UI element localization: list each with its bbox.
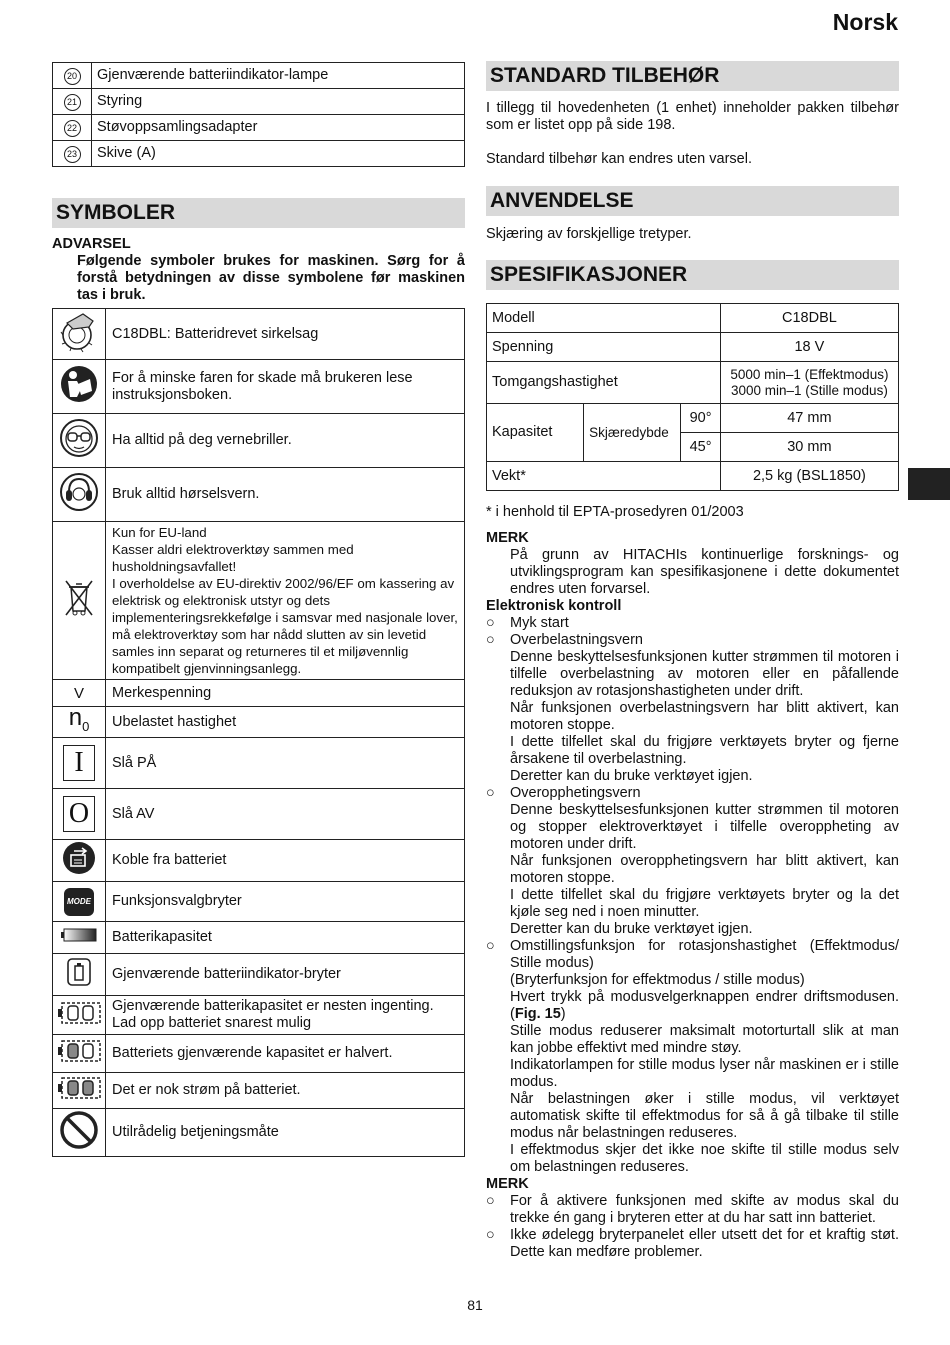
eu-line: I overholdelse av EU-direktiv 2002/96/EF om kassering av elektrisk og elektronisk utstyr og dets implementeringsrekkefølge i samsvar med nasjonale lover, må elektroverktøy som har nådd slutten av sin levetid samles inn separat og returneres til et miljøvennlig kompatibelt gjenvinningsanlegg. [112,576,458,676]
symbol-text: Gjenværende batteriindikator-bryter [106,954,465,996]
part-label: Støvoppsamlingsadapter [92,115,465,141]
switch-on-symbol: I [63,745,95,781]
speed-symbol-sub: 0 [82,718,90,734]
overload-title: Overbelastningsvern [510,632,643,648]
table-row [53,954,465,996]
spec-label: Kapasitet [487,404,584,462]
spec-value: 2,5 kg (BSL1850) [720,462,898,491]
part-label: Skive (A) [92,141,465,167]
spec-label: Tomgangshastighet [487,362,721,404]
list-item [486,785,899,802]
warning-text: Følgende symboler brukes for maskinen. Sørg for å forstå betydningen av disse symbolene før maskinen tas i bruk. [77,253,465,303]
press-text-end: ) [560,1006,566,1022]
part-number: 22 [64,120,81,137]
spec-value: C18DBL [720,304,898,333]
electronic-control-title: Elektronisk kontroll [486,598,622,614]
eu-line: Kun for EU-land [112,525,207,540]
symbol-text: Det er nok strøm på batteriet. [106,1073,465,1109]
bullet-icon: ○ [486,1193,495,1209]
symbol-text: Gjenværende batterikapasitet er nesten ingenting. Lad opp batteriet snarest mulig [106,996,465,1035]
part-number: 21 [64,94,81,111]
table-row [53,309,465,360]
note-title: MERK [486,530,529,546]
table-row [53,360,465,414]
overheat-text: Deretter kan du bruke verktøyet igjen. [510,921,753,937]
battery-indicator-switch-icon [66,975,92,991]
table-row [53,996,465,1035]
no-load-speed-symbol [53,704,106,738]
overheat-text: Når funksjonen overopphetingsvern har blitt aktivert, kan motoren stoppe. [510,853,899,886]
symbol-text: Ubelastet hastighet [106,707,465,738]
application-text: Skjæring av forskjellige tretyper. [486,226,692,242]
note-title: MERK [486,1176,529,1192]
spec-value: 18 V [720,333,898,362]
part-label: Gjenværende batteriindikator-lampe [92,63,465,89]
specifications-table [486,303,899,491]
table-row [53,789,465,840]
symbol-text: Merkespenning [106,680,465,707]
speed-switch-text: Indikatorlampen for stille modus lyser når maskinen er i stille modus. [510,1057,899,1090]
table-row [53,89,465,115]
spec-label: Modell [487,304,721,333]
table-row [53,468,465,522]
symbol-text: Batteriets gjenværende kapasitet er halvert. [106,1035,465,1073]
symbols-heading: SYMBOLER [52,198,465,228]
table-row [53,63,465,89]
table-row [53,141,465,167]
switch-off-symbol: O [63,796,95,832]
symbol-text: For å minske faren for skade må brukeren lese instruksjonsboken. [106,360,465,414]
speed-switch-text: Når belastningen øker i stille modus, vil verktøyet automatisk skifte til effektmodus for så å gå tilbake til stille modus når belastningen reduseres. [510,1091,899,1141]
bullet-icon: ○ [486,785,495,801]
table-row [53,680,465,707]
table-row [53,1109,465,1157]
speed-switch-title: Omstillingsfunksjon for rotasjonshastighet (Effektmodus/ Stille modus) [510,938,899,971]
bullet-icon: ○ [486,632,495,648]
part-number: 20 [64,68,81,85]
figure-reference: Fig. 15 [514,1006,561,1022]
overload-text: Deretter kan du bruke verktøyet igjen. [510,768,753,784]
overload-text: Denne beskyttelsesfunksjonen kutter strømmen til motoren i tilfelle overbelastning av motoren eller en påfallende reduksjon av rotasjonshastigheten under drift. [510,649,899,699]
ear-protection-icon [59,500,99,516]
overload-text: Når funksjonen overbelastningsvern har blitt aktivert, kan motoren stoppe. [510,700,899,733]
overheat-text: I dette tilfellet skal du frigjøre verktøyets bryter og la det kjøle seg ned i noen minutter. [510,887,899,920]
disconnect-battery-icon [62,863,96,879]
list-item [486,938,899,972]
page-number: 81 [467,1297,483,1313]
symbol-text: C18DBL: Batteridrevet sirkelsag [106,309,465,360]
spec-value: 47 mm [720,404,898,433]
speed-symbol-n: n [68,704,83,732]
spec-footnote: * i henhold til EPTA-prosedyren 01/2003 [486,504,744,520]
overheat-text: Denne beskyttelsesfunksjonen kutter strømmen til motoren og stopper elektroverktøyet i tilfelle overoppheting av motoren under drift. [510,802,899,852]
speed-switch-text: I effektmodus skjer det ikke noe skifte til stille modus selv om belastningen reduseres. [510,1142,899,1175]
table-row [487,362,899,404]
spec-label: Spenning [487,333,721,362]
table-row [53,922,465,954]
notes-and-controls [486,530,899,1261]
table-row [53,840,465,882]
battery-capacity-icon [60,931,98,947]
part-label: Styring [92,89,465,115]
symbol-text: Slå PÅ [106,738,465,789]
read-manual-icon [59,392,99,408]
eu-line: Kasser aldri elektroverktøy sammen med husholdningsavfallet! [112,542,354,574]
overheat-title: Overopphetingsvern [510,785,641,801]
battery-empty-icon [56,1013,102,1029]
table-row [53,882,465,922]
symbols-table [52,308,465,1157]
spec-label: Vekt* [487,462,721,491]
standard-accessories-text: I tillegg til hovedenheten (1 enhet) inneholder pakken tilbehør som er listet opp på side 198. [486,100,899,133]
symbol-text: Ha alltid på deg vernebriller. [106,414,465,468]
spec-value: 30 mm [720,433,898,462]
bullet-icon: ○ [486,1227,495,1243]
symbol-text: Slå AV [106,789,465,840]
speed-switch-sub: (Bryterfunksjon for effektmodus / stille modus) [510,972,805,988]
soft-start-label: Myk start [510,615,569,631]
list-item [486,1193,899,1227]
table-row [53,1035,465,1073]
mode-button-icon: MODE [64,888,94,916]
section-tab-marker [908,468,950,500]
symbol-text: Batterikapasitet [106,922,465,954]
speed-silent-mode: 3000 min–1 (Stille modus) [730,382,888,398]
symbol-text: Utilrådelig betjeningsmåte [106,1109,465,1157]
circular-saw-icon [59,341,99,357]
standard-accessories-note: Standard tilbehør kan endres uten varsel. [486,151,752,167]
symbol-text: Bruk alltid hørselsvern. [106,468,465,522]
battery-half-icon [56,1051,102,1067]
bullet-icon: ○ [486,615,495,631]
safety-glasses-icon [59,446,99,462]
part-number: 23 [64,146,81,163]
note-text: På grunn av HITACHIs kontinuerlige forsknings- og utviklingsprogram kan spesifikasjonene i dette dokumentet endres uten forvarsel. [510,547,899,597]
parts-list-table [52,62,465,167]
spec-angle: 45° [681,433,720,462]
symbol-text: Koble fra batteriet [106,840,465,882]
speed-switch-text: Stille modus reduserer maksimalt motorturtall slik at man kan jobbe effektivt med mindre støy. [510,1023,899,1056]
table-row [53,414,465,468]
application-heading: ANVENDELSE [486,186,899,216]
table-row [487,304,899,333]
list-item [486,1227,899,1261]
crossed-bin-icon [62,607,96,623]
overload-text: I dette tilfellet skal du frigjøre verktøyets bryter og fjerne årsakene til overbelastning. [510,734,899,767]
prohibited-icon [59,1138,99,1154]
standard-accessories-heading: STANDARD TILBEHØR [486,61,899,91]
speed-effect-mode: 5000 min–1 (Effektmodus) [730,366,889,382]
table-row [53,707,465,738]
warning-block [52,236,465,304]
table-row [487,462,899,491]
table-row [53,522,465,680]
spec-angle: 90° [681,404,720,433]
spec-value-speed [720,362,898,404]
specifications-heading: SPESIFIKASJONER [486,260,899,290]
voltage-symbol: V [53,680,106,707]
table-row [53,115,465,141]
list-item [486,632,899,649]
bullet-icon: ○ [486,938,495,954]
list-item [486,615,899,632]
symbol-text-eu [106,522,465,680]
table-row [53,738,465,789]
note-item: For å aktivere funksjonen med skifte av modus skal du trekke én gang i bryteren etter at du har satt inn batteriet. [510,1193,899,1226]
warning-title: ADVARSEL [52,236,131,252]
spec-label: Skjæredybde [584,404,681,462]
language-label: Norsk [832,9,898,35]
symbol-text: Funksjonsvalgbryter [106,882,465,922]
table-row [487,333,899,362]
table-row [53,1073,465,1109]
table-row [487,404,899,433]
note-item: Ikke ødelegg bryterpanelet eller utsett det for et kraftig støt. Dette kan medføre problemer. [510,1227,899,1260]
speed-switch-press [486,989,899,1023]
press-text: Hvert trykk på modusvelgerknappen endrer driftsmodusen. ( [510,989,899,1022]
battery-full-icon [56,1088,102,1104]
